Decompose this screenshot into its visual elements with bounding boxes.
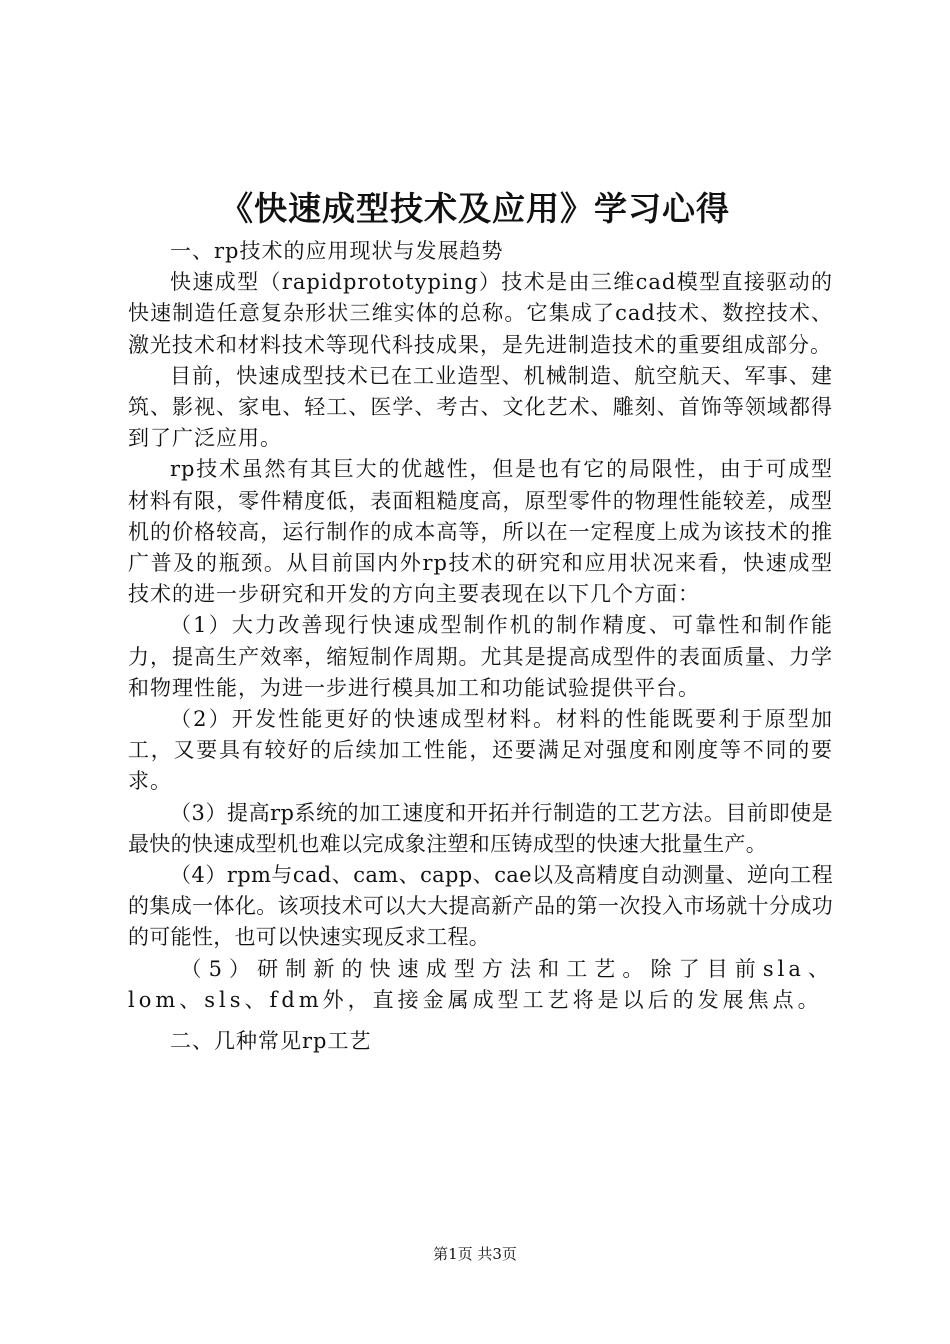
section-heading-1: 一、rp技术的应用现状与发展趋势 (170, 239, 504, 263)
paragraph-applications: 目前，快速成型技术已在工业造型、机械制造、航空航天、军事、建筑、影视、家电、轻工、医学、考古、文化艺术、雕刻、首饰等领域都得到了广泛应用。 (128, 363, 833, 451)
document-title: 《快速成型技术及应用》学习心得 (220, 189, 730, 228)
page-footer: 第1页 共3页 (433, 1245, 517, 1263)
paragraph-intro: 快速成型（rapidprototyping）技术是由三维cad模型直接驱动的快速制造任意复杂形状三维实体的总称。它集成了cad技术、数控技术、激光技术和材料技术等现代科技成果，是先进制造技术的重要组成部分。 (128, 270, 833, 357)
list-item-4: （4）rpm与cad、cam、capp、cae以及高精度自动测量、逆向工程的集成一体化。该项技术可以大大提高新产品的第一次投入市场就十分成功的可能性，也可以快速实现反求工程。 (128, 863, 833, 950)
list-item-1: （1）大力改善现行快速成型制作机的制作精度、可靠性和制作能力，提高生产效率，缩短制作周期。尤其是提高成型件的表面质量、力学和物理性能，为进一步进行模具加工和功能试验提供平台。 (128, 613, 833, 700)
section-heading-2: 二、几种常见rp工艺 (170, 1029, 372, 1054)
document-body (128, 236, 833, 1057)
list-item-5: （5）研制新的快速成型方法和工艺。除了目前sla、lom、sls、fdm外，直接金属成型工艺将是以后的发展焦点。 (128, 956, 833, 1012)
list-item-3: （3）提高rp系统的加工速度和开拓并行制造的工艺方法。目前即使是最快的快速成型机也难以完成象注塑和压铸成型的快速大批量生产。 (128, 800, 833, 856)
list-item-2: （2）开发性能更好的快速成型材料。材料的性能既要利于原型加工，又要具有较好的后续加工性能，还要满足对强度和刚度等不同的要求。 (128, 707, 833, 794)
paragraph-limitations: rp技术虽然有其巨大的优越性，但是也有它的局限性，由于可成型材料有限，零件精度低，表面粗糙度高，原型零件的物理性能较差，成型机的价格较高，运行制作的成本高等，所以在一定程度上成为该技术的推广普及的瓶颈。从目前国内外rp技术的研究和应用状况来看，快速成型技术的进一步研究和开发的方向主要表现在以下几个方面： (128, 457, 833, 607)
